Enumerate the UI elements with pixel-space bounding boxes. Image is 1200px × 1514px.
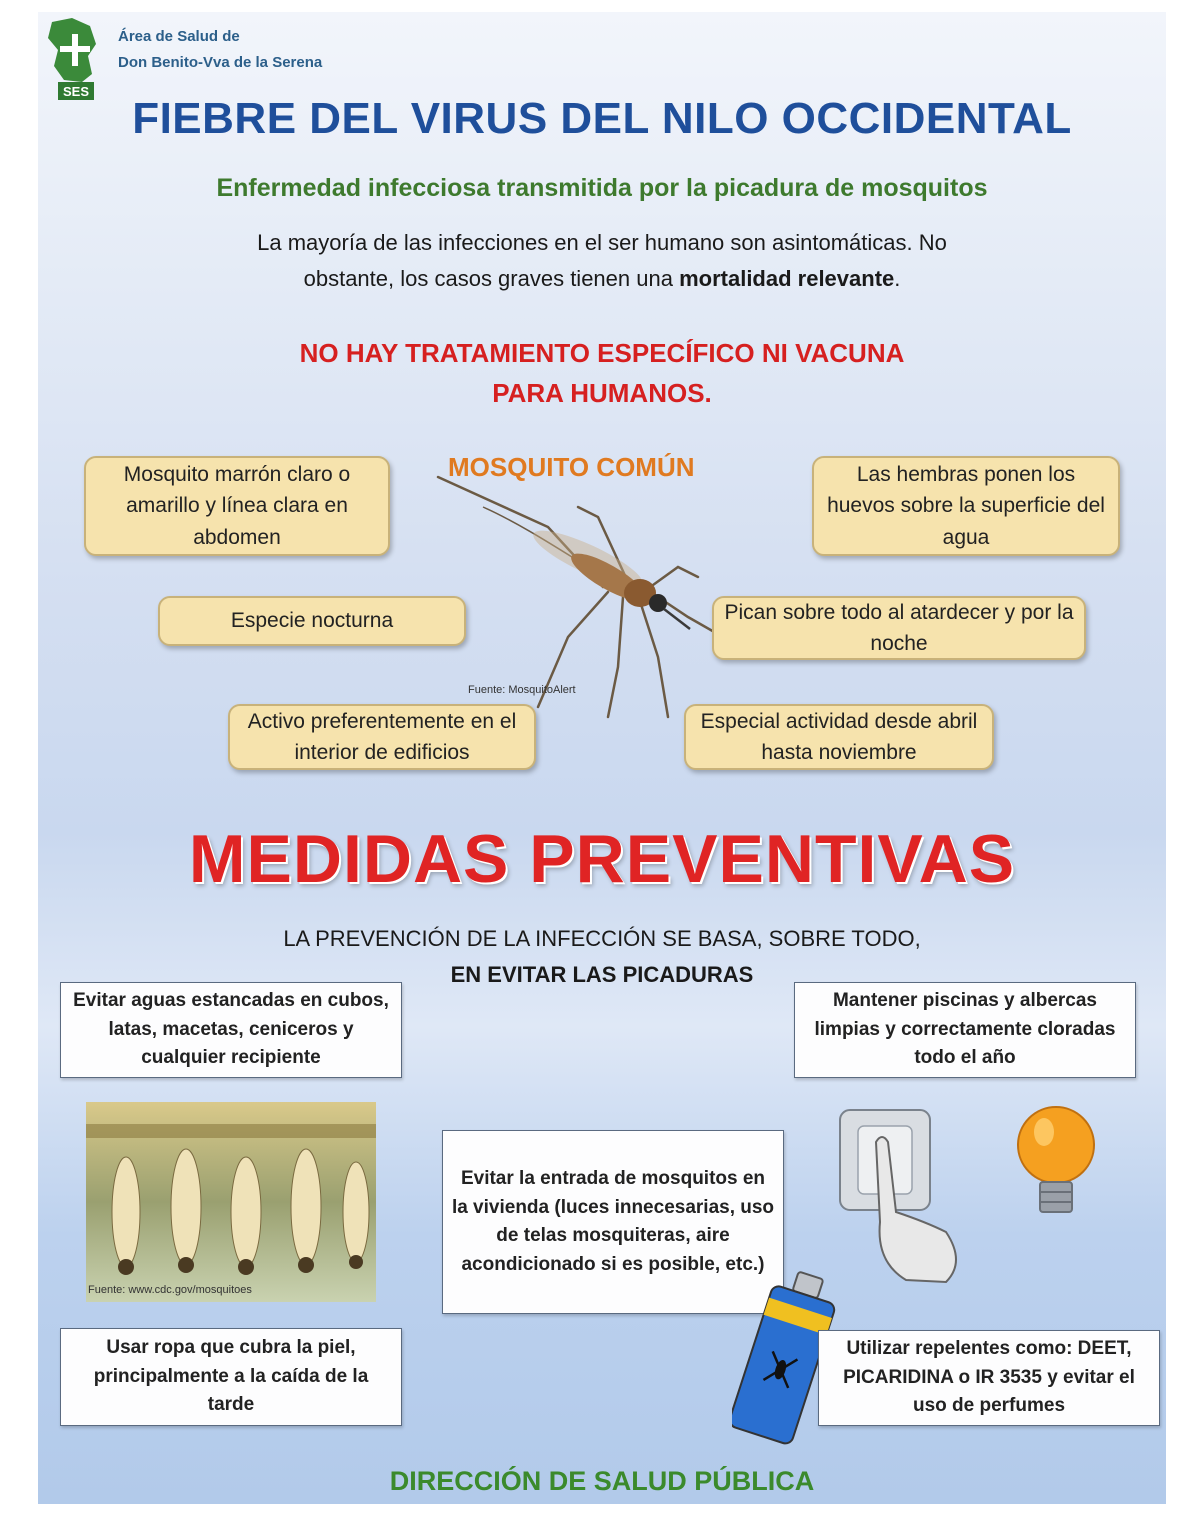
mosquito-title: MOSQUITO COMÚN [448, 452, 695, 482]
measure-repellents: Utilizar repelentes como: DEET, PICARIDINA o IR 3535 y evitar el uso de perfumes [818, 1330, 1160, 1426]
intro-line2: obstante, los casos graves tienen una mortalidad relevante. [303, 266, 901, 291]
footer: DIRECCIÓN DE SALUD PÚBLICA [389, 1466, 815, 1496]
light-bulb-icon [1006, 1100, 1106, 1240]
measure-stagnant-water: Evitar aguas estancadas en cubos, latas, macetas, ceniceros y cualquier recipiente [60, 982, 402, 1078]
fact-nocturnal: Especie nocturna [158, 596, 466, 646]
fact-biting-time: Pican sobre todo al atardecer y por la noche [712, 596, 1086, 660]
fact-appearance: Mosquito marrón claro o amarillo y línea clara en abdomen [84, 456, 390, 556]
warning-line2: PARA HUMANOS. [492, 378, 712, 408]
prevention-intro-line2: EN EVITAR LAS PICADURAS [450, 962, 754, 987]
page-title: FIEBRE DEL VIRUS DEL NILO OCCIDENTAL [132, 94, 1072, 143]
larvae-photo [86, 1102, 376, 1302]
fact-season: Especial actividad desde abril hasta noviembre [684, 704, 994, 770]
svg-text:SES: SES [62, 84, 90, 99]
mosquito-source: Fuente: MosquitoAlert [468, 684, 576, 696]
prevention-title: MEDIDAS PREVENTIVAS [188, 821, 1016, 897]
warning-line1: NO HAY TRATAMIENTO ESPECÍFICO NI VACUNA [299, 338, 905, 368]
larvae-source: Fuente: www.cdc.gov/mosquitoes [88, 1284, 252, 1296]
ses-logo [42, 16, 102, 102]
org-name-line2: Don Benito-Vva de la Serena [118, 54, 323, 71]
subtitle: Enfermedad infecciosa transmitida por la picadura de mosquitos [216, 174, 988, 202]
org-name-line1: Área de Salud de [118, 28, 240, 45]
intro-line1: La mayoría de las infecciones en el ser humano son asintomáticas. No [257, 230, 947, 255]
fact-eggs: Las hembras ponen los huevos sobre la superficie del agua [812, 456, 1120, 556]
fact-indoor: Activo preferentemente en el interior de edificios [228, 704, 536, 770]
measure-home-entry: Evitar la entrada de mosquitos en la vivienda (luces innecesarias, uso de telas mosquiteras, aire acondicionado si es posible, etc.) [442, 1130, 784, 1314]
intro-highlight: mortalidad relevante [679, 266, 895, 291]
poster [38, 12, 1166, 1504]
prevention-intro-line1: LA PREVENCIÓN DE LA INFECCIÓN SE BASA, SOBRE TODO, [283, 926, 921, 951]
measure-clothing: Usar ropa que cubra la piel, principalmente a la caída de la tarde [60, 1328, 402, 1426]
measure-pools: Mantener piscinas y albercas limpias y correctamente cloradas todo el año [794, 982, 1136, 1078]
